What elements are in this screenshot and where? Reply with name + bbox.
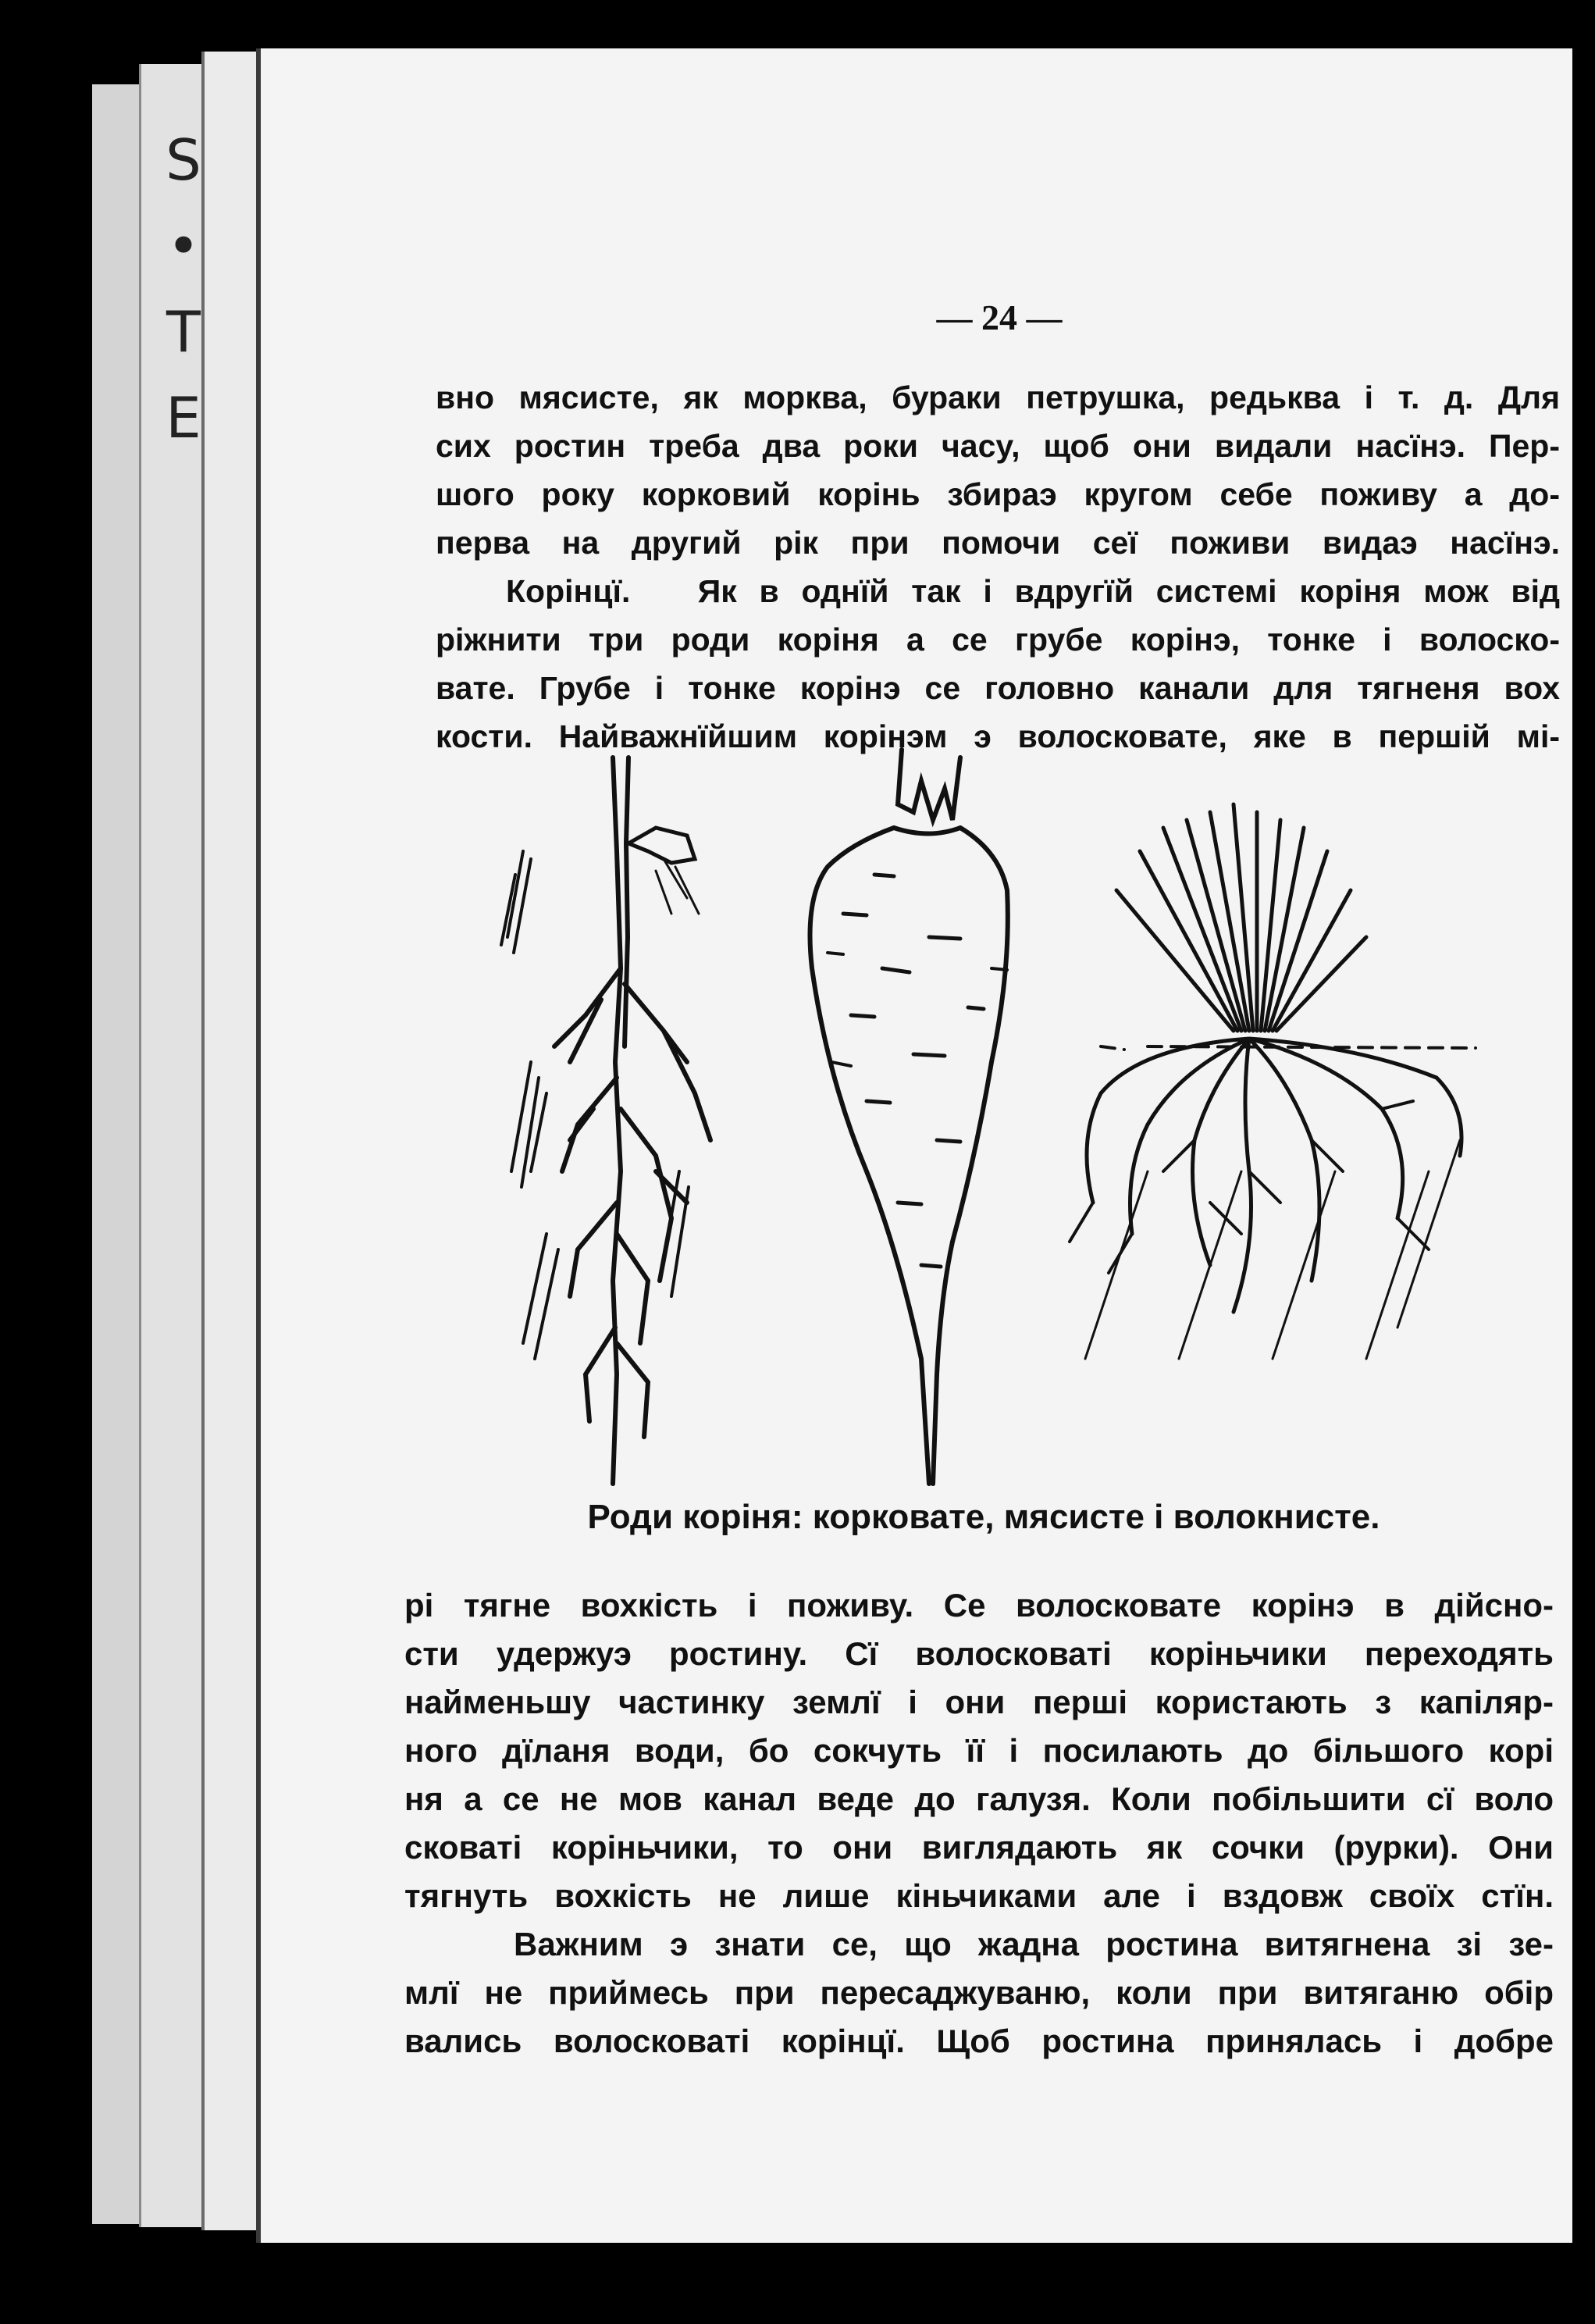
fibrous-taproot-illustration [501,757,710,1484]
book-edge-page [201,52,259,2230]
text-line: сковаті коріньчики, то они виглядають як сочки (рурки). Они [404,1829,1554,1866]
edge-letter: S [166,127,201,193]
text-line: Важним э знати се, що жадна ростина витягнена зі зе- [514,1926,1554,1962]
text-line: вались волосковаті корінцї. Щоб ростина принялась і добре [404,2023,1554,2059]
fibrous-root-cluster-illustration [1070,804,1476,1359]
edge-letter: E [166,385,201,451]
text-line: перва на другий рік при помочи сеї поживи видаэ насїнэ. [436,525,1560,561]
bottom-paragraph [404,1581,1554,2066]
text-line-rest: Як в однїй так і вдругїй системі коріня мож від [697,573,1560,609]
text-line: вно мясисте, як морква, бураки петрушка, редьква і т. д. Для [436,380,1560,415]
text-line: ріжнити три роди коріня а се грубе корінэ, тонке і волоско- [436,622,1560,658]
book-edge-page [92,84,139,2224]
edge-letter: • [166,213,201,279]
text-line: сих ростин треба два роки часу, щоб они видали насїнэ. Пер- [436,428,1560,464]
edge-letters [160,117,207,451]
edge-letter: T [166,299,201,365]
text-line: сти удержуэ ростину. Сї волосковаті коріньчики переходять [404,1635,1554,1672]
text-line: шого року корковий корінь збираэ кругом себе поживу а до- [436,476,1560,512]
text-line: ного дїланя води, бо сокчуть її і посилають до більшого корі [404,1732,1554,1769]
text-line: вате. Грубе і тонке корінэ се головно канали для тягненя вох [436,670,1560,706]
runin-heading: Корінцї. [506,573,631,609]
fleshy-root-illustration [810,750,1008,1484]
text-line: найменьшу частинку землї і они перші користають з капіляр- [404,1684,1554,1720]
page-number: — 24 — [936,298,1063,337]
text-line: рі тягне вохкість і поживу. Се волосковате корінэ в дійсно- [404,1587,1554,1624]
text-line: ня а се не мов канал веде до галузя. Коли побільшити сї воло [404,1780,1554,1817]
text-line: кости. Найважнїйшим корінэм э волосковате, яке в першій мі- [436,718,1560,754]
text-line: тягнуть вохкість не лише кіньчиками але і вздовж своїх стїн. [404,1877,1554,1914]
figure-caption: Роди коріня: корковате, мясисте і волокнисте. [587,1498,1380,1536]
root-types-figure [461,734,1554,1499]
top-paragraph [436,373,1560,761]
text-line [436,567,1560,615]
text-line: млї не приймесь при пересаджуваню, коли при витяганю обір [404,1974,1554,2011]
